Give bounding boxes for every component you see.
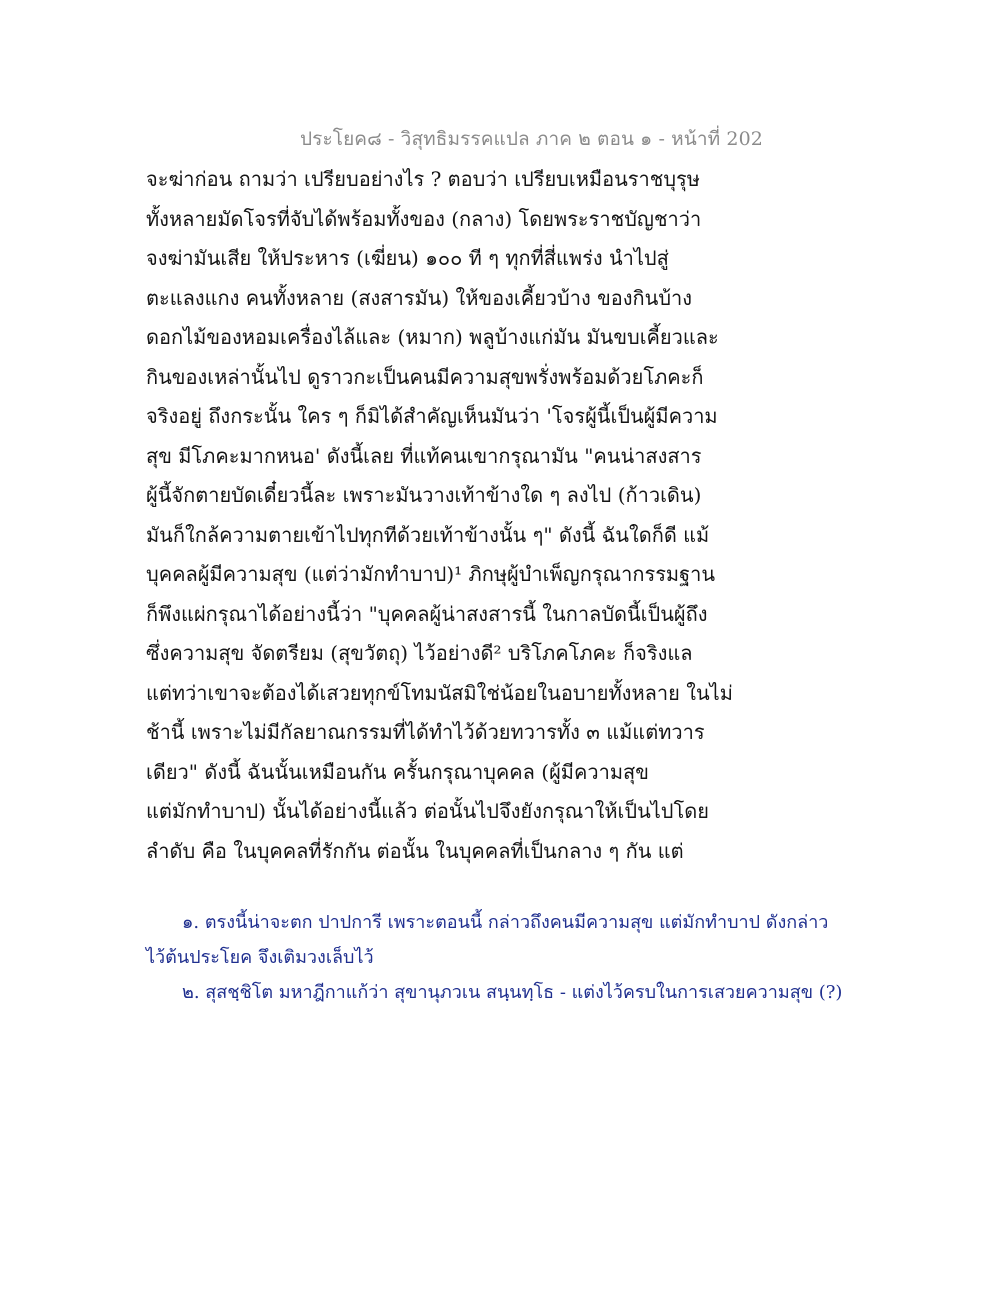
body-line-6: กินของเหล่านั้นไป ดูราวกะเป็นคนมีความสุขพรั่งพร้อมด้วยโภคะก็ (146, 364, 704, 389)
body-line-4: ตะแลงแกง คนทั้งหลาย (สงสารมัน) ให้ของเคี้ยวบ้าง ของกินบ้าง (146, 285, 693, 310)
footnote-1-line-1: ๑. ตรงนี้น่าจะตก ปาปการี เพราะตอนนี้ กล่าวถึงคนมีความสุข แต่มักทำบาป ดังกล่าว (182, 912, 829, 933)
body-line-14: แต่ทว่าเขาจะต้องได้เสวยทุกข์โทมนัสมิใช่น้อยในอบายทั้งหลาย ในไม่ (146, 680, 733, 705)
body-line-13: ซึ่งความสุข จัดตรียม (สุขวัตถุ) ไว้อย่างดี² บริโภคโภคะ ก็จริงแล (146, 641, 693, 665)
body-line-11: บุคคลผู้มีความสุข (แต่ว่ามักทำบาป)¹ ภิกษุผู้บำเพ็ญกรุณากรรมฐาน (146, 562, 716, 586)
footnotes (146, 905, 846, 1010)
body-line-18: ลำดับ คือ ในบุคคลที่รักกัน ต่อนั้น ในบุคคลที่เป็นกลาง ๆ กัน แต่ (146, 838, 684, 863)
running-header: ประโยค๘ - วิสุทธิมรรคแปล ภาค ๒ ตอน ๑ - หน้าที่ 202 (300, 128, 763, 150)
body-line-10: มันก็ใกล้ความตายเข้าไปทุกทีด้วยเท้าข้างนั้น ๆ" ดังนี้ ฉันใดก็ดี แม้ (146, 522, 710, 547)
footnote-2: ๒. สุสชฺชิโต มหาฎีกาแก้ว่า สุขานุภวเน สนฺนทฺโธ - แต่งไว้ครบในการเสวยความสุข (?) (182, 982, 843, 1003)
body-line-17: แต่มักทำบาป) นั้นได้อย่างนี้แล้ว ต่อนั้นไปจึงยังกรุณาให้เป็นไปโดย (146, 799, 709, 823)
body-line-3: จงฆ่ามันเสีย ให้ประหาร (เฆี่ยน) ๑๐๐ ที ๆ ทุกที่สี่แพร่ง นำไปสู่ (146, 246, 669, 270)
body-text (146, 160, 746, 871)
body-line-8: สุข มีโภคะมากหนอ' ดังนี้เลย ที่แท้คนเขากรุณามัน "คนน่าสงสาร (146, 443, 702, 468)
body-line-12: ก็พึงแผ่กรุณาได้อย่างนี้ว่า "บุคคลผู้น่าสงสารนี้ ในกาลบัดนี้เป็นผู้ถึง (146, 601, 708, 626)
footnote-1-line-2: ไว้ต้นประโยค จึงเติมวงเล็บไว้ (146, 947, 374, 968)
body-line-2: ทั้งหลายมัดโจรที่จับได้พร้อมทั้งของ (กลาง) โดยพระราชบัญชาว่า (146, 206, 702, 231)
body-line-5: ดอกไม้ของหอมเครื่องไล้และ (หมาก) พลูบ้างแก่มัน มันขบเคี้ยวและ (146, 325, 719, 349)
body-line-15: ช้านี้ เพราะไม่มีกัลยาณกรรมที่ได้ทำไว้ด้วยทวารทั้ง ๓ แม้แต่ทวาร (146, 720, 705, 744)
body-line-1: จะฆ่าก่อน ถามว่า เปรียบอย่างไร ? ตอบว่า เปรียบเหมือนราชบุรุษ (146, 167, 700, 191)
body-line-9: ผู้นี้จักตายบัดเดี๋ยวนี้ละ เพราะมันวางเท้าข้างใด ๆ ลงไป (ก้าวเดิน) (146, 483, 702, 507)
body-line-7: จริงอยู่ ถึงกระนั้น ใคร ๆ ก็มิได้สำคัญเห็นมันว่า 'โจรผู้นี้เป็นผู้มีความ (146, 404, 718, 428)
body-line-16: เดียว" ดังนี้ ฉันนั้นเหมือนกัน ครั้นกรุณาบุคคล (ผู้มีความสุข (146, 759, 649, 784)
